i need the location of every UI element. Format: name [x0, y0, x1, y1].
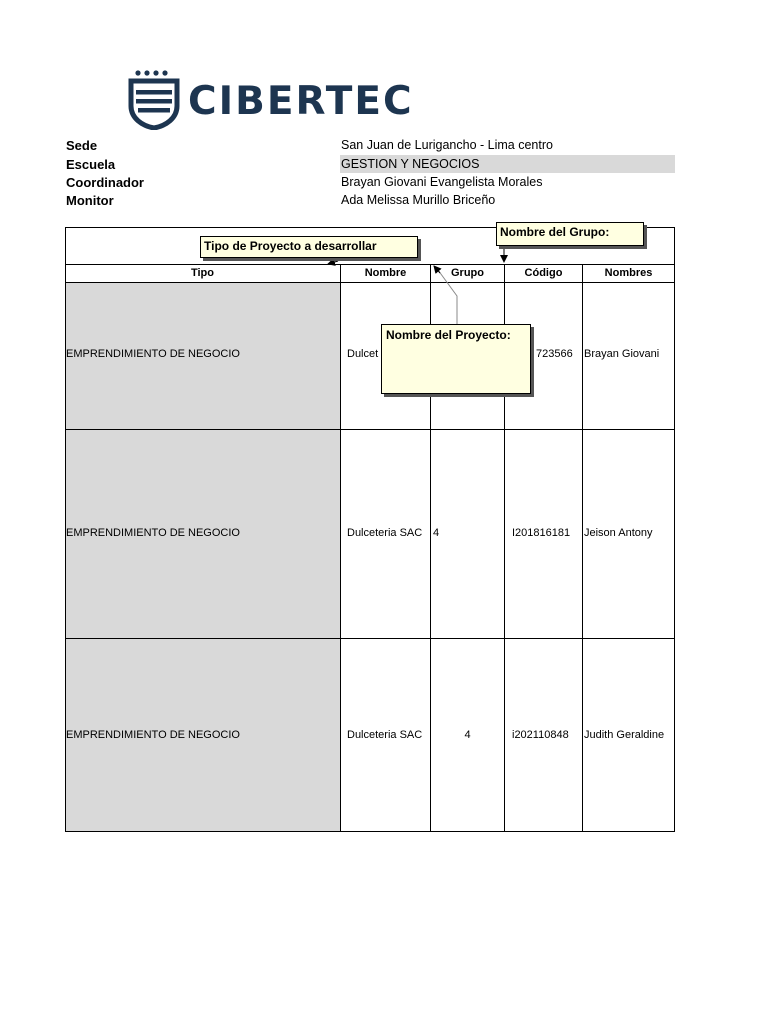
row2-tipo: EMPRENDIMIENTO DE NEGOCIO [66, 527, 240, 539]
cibertec-logo [128, 68, 428, 132]
header-codigo: Código [524, 267, 563, 279]
row2-grupo: 4 [433, 527, 440, 539]
info-label-coordinador: Coordinador [66, 175, 144, 190]
row1-nombre: Dulcet [347, 348, 379, 360]
info-value-sede: San Juan de Lurigancho - Lima centro [341, 138, 553, 152]
info-label-monitor: Monitor [66, 193, 114, 208]
row3-grupo: 4 [464, 729, 471, 741]
table-divider [582, 264, 583, 832]
logo-text: CIBERTEC [188, 79, 414, 124]
shield-icon [128, 68, 180, 130]
table-divider [65, 638, 675, 639]
row2-nombre: Dulceteria SAC [347, 527, 423, 539]
table-divider [65, 282, 675, 283]
row3-codigo: i202110848 [512, 729, 569, 741]
row3-nombres: Judith Geraldine [584, 729, 665, 741]
header-nombres: Nombres [604, 267, 653, 279]
header-grupo: Grupo [451, 267, 484, 279]
row2-codigo: I201816181 [512, 527, 571, 539]
table-divider [674, 227, 675, 832]
note-tipo-proyecto[interactable]: Tipo de Proyecto a desarrollar [200, 236, 418, 258]
note-nombre-grupo[interactable]: Nombre del Grupo: [496, 222, 644, 246]
note-nombre-proyecto[interactable]: Nombre del Proyecto: [381, 324, 531, 394]
header-nombre: Nombre [364, 267, 407, 279]
header-tipo: Tipo [190, 267, 214, 279]
row3-tipo: EMPRENDIMIENTO DE NEGOCIO [66, 729, 240, 741]
row2-nombres: Jeison Antony [584, 527, 653, 539]
table-divider [340, 264, 341, 832]
row3-nombre: Dulceteria SAC [347, 729, 423, 741]
info-value-monitor: Ada Melissa Murillo Briceño [341, 193, 496, 207]
row1-tipo: EMPRENDIMIENTO DE NEGOCIO [66, 348, 240, 360]
table-divider [65, 429, 675, 430]
row1-nombres: Brayan Giovani [584, 348, 660, 360]
info-label-escuela: Escuela [66, 157, 116, 172]
info-value-coordinador: Brayan Giovani Evangelista Morales [341, 175, 543, 189]
row1-codigo: 723566 [536, 348, 573, 360]
info-label-sede: Sede [66, 138, 98, 153]
info-value-escuela: GESTION Y NEGOCIOS [341, 157, 480, 171]
